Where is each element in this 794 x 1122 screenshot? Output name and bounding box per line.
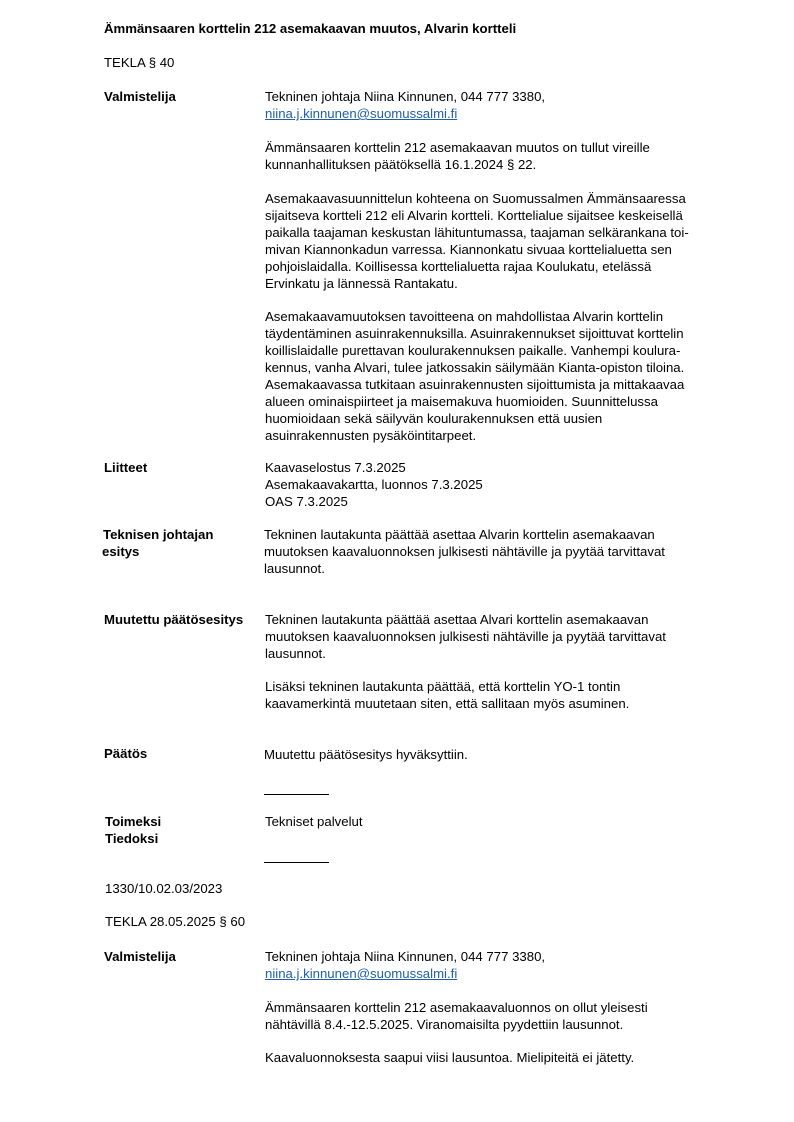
muutettu-lisays <box>265 678 745 712</box>
text-line: alueen ominaispiirteet ja maisemakuva huomioiden. Suunnittelussa <box>265 394 658 409</box>
valmistelija-name: Tekninen johtaja Niina Kinnunen, 044 777 3380, <box>265 89 546 104</box>
text-line: pohjoislaidalla. Koillisessa korttelialuetta rajaa Koulukatu, etelässä <box>265 259 652 274</box>
text-line: Asemakaavamuutoksen tavoitteena on mahdollistaa Alvarin korttelin <box>265 309 664 324</box>
paatos-label: Päätös <box>104 746 148 761</box>
paragraph-tavoite <box>265 308 745 444</box>
text-line: kunnanhallituksen päätöksellä 16.1.2024 § 22. <box>265 157 537 172</box>
paatos-text: Muutettu päätösesitys hyväksyttiin. <box>264 747 468 762</box>
text-line: Lisäksi tekninen lautakunta päättää, että korttelin YO-1 tontin <box>265 679 621 694</box>
valmistelija-label-2: Valmistelija <box>104 949 176 964</box>
text-line: muutoksen kaavaluonnoksen julkisesti nähtäville ja pyytää tarvittavat <box>265 629 666 644</box>
document-title: Ämmänsaaren korttelin 212 asemakaavan muutos, Alvarin kortteli <box>104 21 517 36</box>
text-line: nähtävillä 8.4.-12.5.2025. Viranomaisilta pyydettiin lausunnot. <box>265 1017 624 1032</box>
signature-line <box>264 794 329 795</box>
text-line: lausunnot. <box>264 561 325 576</box>
attachment-item: OAS 7.3.2025 <box>265 494 348 509</box>
valmistelija-email-link-2[interactable]: niina.j.kinnunen@suomussalmi.fi <box>265 966 458 981</box>
text-line: kaavamerkintä muutetaan siten, että sallitaan myös asuminen. <box>265 696 630 711</box>
text-line: huomioidaan sekä säilyvän koulurakennuksen että uusien <box>265 411 603 426</box>
attachment-item: Asemakaavakartta, luonnos 7.3.2025 <box>265 477 483 492</box>
text-line: Tekninen lautakunta päättää asettaa Alvari korttelin asemakaavan <box>265 612 649 627</box>
text-line: Ämmänsaaren korttelin 212 asemakaavaluonnos on ollut yleisesti <box>265 1000 648 1015</box>
text-line: Asemakaavasuunnittelun kohteena on Suomussalmen Ämmänsaaressa <box>265 191 686 206</box>
meeting-reference-2: TEKLA 28.05.2025 § 60 <box>105 914 246 929</box>
diary-number: 1330/10.02.03/2023 <box>105 881 223 896</box>
text-line: lausunnot. <box>265 646 326 661</box>
text-line: muutoksen kaavaluonnoksen julkisesti nähtäville ja pyytää tarvittavat <box>264 544 665 559</box>
text-line: Ämmänsaaren korttelin 212 asemakaavan muutos on tullut vireille <box>265 140 650 155</box>
text-line: kennus, vanha Alvari, tulee jatkossakin säilymään Kianta-opiston tiloina. <box>265 360 685 375</box>
valmistelija-email-link[interactable]: niina.j.kinnunen@suomussalmi.fi <box>265 106 458 121</box>
text-line: paikalla taajaman keskustan lähituntumassa, taajaman selkärankana toi- <box>265 225 689 240</box>
valmistelija-label: Valmistelija <box>104 89 176 104</box>
esitys-text <box>264 526 744 577</box>
toimeksi-label: Toimeksi <box>105 814 162 829</box>
muutettu-text <box>265 611 745 662</box>
toimeksi-value: Tekniset palvelut <box>265 814 363 829</box>
tiedoksi-label: Tiedoksi <box>105 831 159 846</box>
paragraph-lausunnot: Kaavaluonnoksesta saapui viisi lausuntoa. Mielipiteitä ei jätetty. <box>265 1050 635 1065</box>
text-line: asuinrakennusten pysäköintitarpeet. <box>265 428 477 443</box>
text-line: Asemakaavassa tutkitaan asuinrakennusten sijoittumista ja mittakaavaa <box>265 377 685 392</box>
valmistelija-name-2: Tekninen johtaja Niina Kinnunen, 044 777 3380, <box>265 949 546 964</box>
meeting-reference: TEKLA § 40 <box>104 55 175 70</box>
esitys-label-line1: Teknisen johtajan <box>103 527 214 542</box>
paragraph-vireille <box>265 139 745 173</box>
signature-line <box>264 862 329 863</box>
paragraph-nahtavilla <box>265 999 745 1033</box>
liitteet-list <box>265 459 745 510</box>
text-line: Tekninen lautakunta päättää asettaa Alvarin korttelin asemakaavan <box>264 527 655 542</box>
liitteet-label: Liitteet <box>104 460 148 475</box>
paragraph-kohde <box>265 190 745 292</box>
attachment-item: Kaavaselostus 7.3.2025 <box>265 460 406 475</box>
text-line: täydentäminen asuinrakennuksilla. Asuinrakennukset sijoittuvat korttelin <box>265 326 684 341</box>
text-line: koillislaidalle purettavan koulurakennuksen paikalle. Vanhempi koulura- <box>265 343 681 358</box>
text-line: Ervinkatu ja lännessä Rantakatu. <box>265 276 458 291</box>
text-line: sijaitseva kortteli 212 eli Alvarin kortteli. Korttelialue sijaitsee keskeisellä <box>265 208 683 223</box>
esitys-label-line2: esitys <box>102 544 140 559</box>
text-line: mivan Kiannonkadun varressa. Kiannonkatu sivuaa korttelialuetta sen <box>265 242 672 257</box>
muutettu-label: Muutettu päätösesitys <box>104 612 244 627</box>
